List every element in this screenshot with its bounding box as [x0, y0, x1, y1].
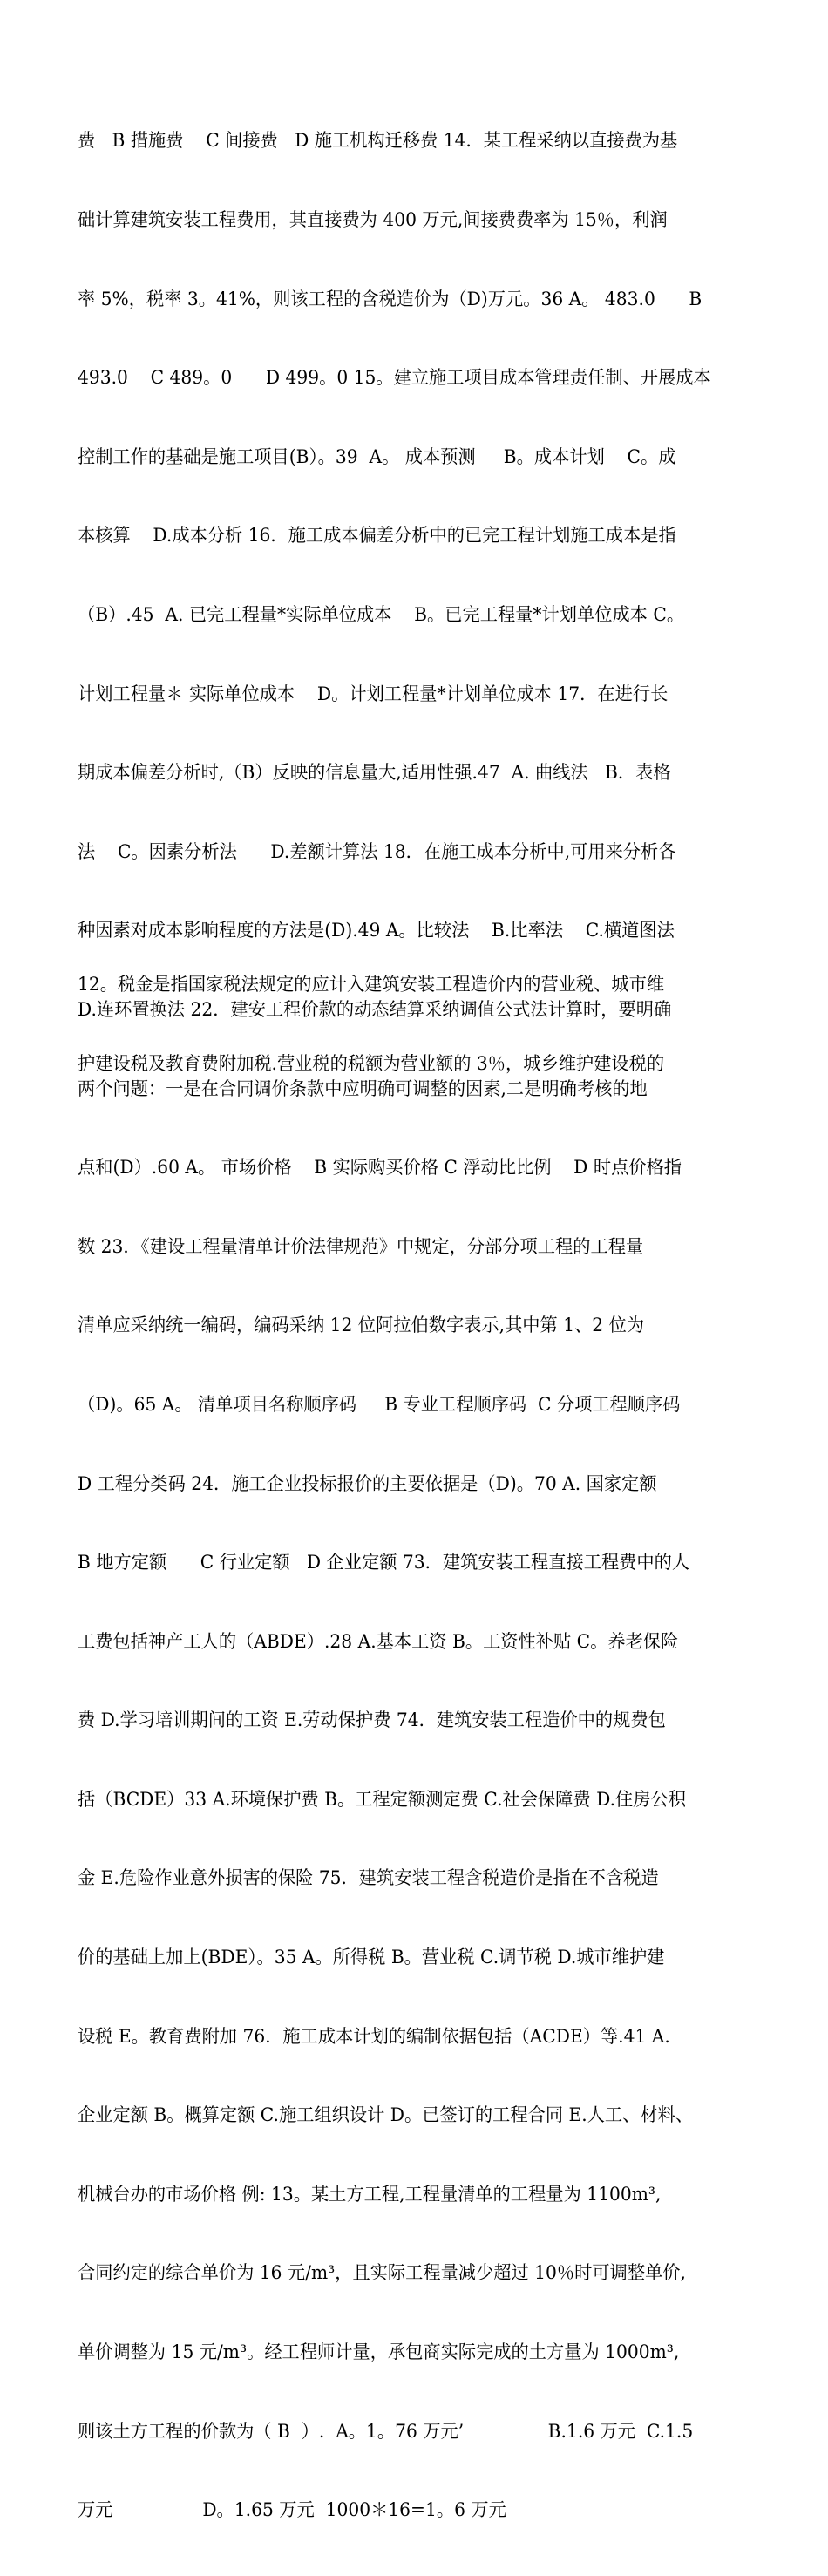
text-line: D.连环置换法 22．建安工程价款的动态结算采纳调值公式法计算时，要明确	[78, 998, 672, 1020]
text-line: 费 D.学习培训期间的工资 E.劳动保护费 74．建筑安装工程造价中的规费包	[78, 1709, 666, 1731]
text-line: 法 C。因素分析法 D.差额计算法 18．在施工成本分析中,可用来分析各	[78, 840, 676, 862]
text-line: 两个问题：一是在合同调价条款中应明确可调整的因素,二是明确考核的地	[78, 1077, 648, 1099]
text-line: 合同约定的综合单价为 16 元/m³，且实际工程量减少超过 10％时可调整单价,	[78, 2262, 686, 2284]
text-line: 价的基础上加上(BDE）。35 A。所得税 B。营业税 C.调节税 D.城市维护建	[78, 1947, 665, 1968]
text-line: 括（BCDE）33 A.环境保护费 B。工程定额测定费 C.社会保障费 D.住房公积	[78, 1788, 686, 1810]
text-line: 计划工程量＊ 实际单位成本 D。计划工程量*计划单位成本 17．在进行长	[78, 683, 669, 704]
text-line: 工费包括神产工人的（ABDE）.28 A.基本工资 B。工资性补贴 C。养老保险	[78, 1630, 679, 1652]
text-line: 率 5%，税率 3。41%，则该工程的含税造价为（D)万元。36 A。 483.0 B	[78, 288, 702, 309]
text-line: 493.0 C 489。0 D 499。0 15。建立施工项目成本管理责任制、开展成本	[78, 367, 711, 389]
text-line: 设税 E。教育费附加 76．施工成本计划的编制依据包括（ACDE）等.41 A.	[78, 2025, 670, 2047]
text-line: 清单应采纳统一编码，编码采纳 12 位阿拉伯数字表示,其中第 1、2 位为	[78, 1315, 645, 1336]
text-line: 金 E.危险作业意外损害的保险 75．建筑安装工程含税造价是指在不含税造	[78, 1867, 659, 1889]
exam-questions-paragraph	[78, 75, 766, 2576]
text-line: 数 23．《建设工程量清单计价法律规范》中规定，分部分项工程的工程量	[78, 1235, 644, 1257]
text-line: 12。税金是指国家税法规定的应计入建筑安装工程造价内的营业税、城市维	[78, 974, 665, 996]
text-line: D 工程分类码 24．施工企业投标报价的主要依据是（D)。70 A. 国家定额	[78, 1472, 657, 1494]
text-line: 控制工作的基础是施工项目(B）。39 A。 成本预测 B。成本计划 C。成	[78, 445, 676, 467]
text-line: 则该土方工程的价款为（ B ）. A。1。76 万元’ B.1.6 万元 C.1.5	[78, 2420, 694, 2442]
text-line: （D)。65 A。 清单项目名称顺序码 B 专业工程顺序码 C 分项工程顺序码	[78, 1393, 681, 1415]
text-line: 企业定额 B。概算定额 C.施工组织设计 D。已签订的工程合同 E.人工、材料、	[78, 2104, 694, 2126]
text-line: 础计算建筑安装工程费用，其直接费为 400 万元,间接费费率为 15％，利润	[78, 209, 668, 230]
text-line: （B）.45 A. 已完工程量*实际单位成本 B。已完工程量*计划单位成本 C。	[78, 603, 685, 625]
tax-definition-paragraph	[78, 919, 766, 1130]
text-line: B 地方定额 C 行业定额 D 企业定额 73．建筑安装工程直接工程费中的人	[78, 1552, 690, 1573]
text-line: 期成本偏差分析时,（B）反映的信息量大,适用性强.47 A. 曲线法 B．表格	[78, 762, 671, 784]
text-line: 点和(D）.60 A。 市场价格 B 实际购买价格 C 浮动比比例 D 时点价格指	[78, 1157, 682, 1179]
text-line: 费 B 措施费 C 间接费 D 施工机构迁移费 14．某工程采纳以直接费为基	[78, 130, 678, 152]
text-line: 本核算 D.成本分析 16．施工成本偏差分析中的已完工程计划施工成本是指	[78, 525, 676, 547]
text-line: 种因素对成本影响程度的方法是(D).49 A。比较法 B.比率法 C.横道图法	[78, 920, 675, 941]
text-line: 护建设税及教育费附加税.营业税的税额为营业额的 3％，城乡维护建设税的	[78, 1053, 665, 1074]
text-line: 单价调整为 15 元/m³。经工程师计量，承包商实际完成的土方量为 1000m³,	[78, 2342, 680, 2363]
text-line: 万元 D。1.65 万元 1000＊16=1。6 万元	[78, 2499, 506, 2521]
text-line: 机械台办的市场价格 例: 13。某土方工程,工程量清单的工程量为 1100m³,	[78, 2183, 662, 2205]
